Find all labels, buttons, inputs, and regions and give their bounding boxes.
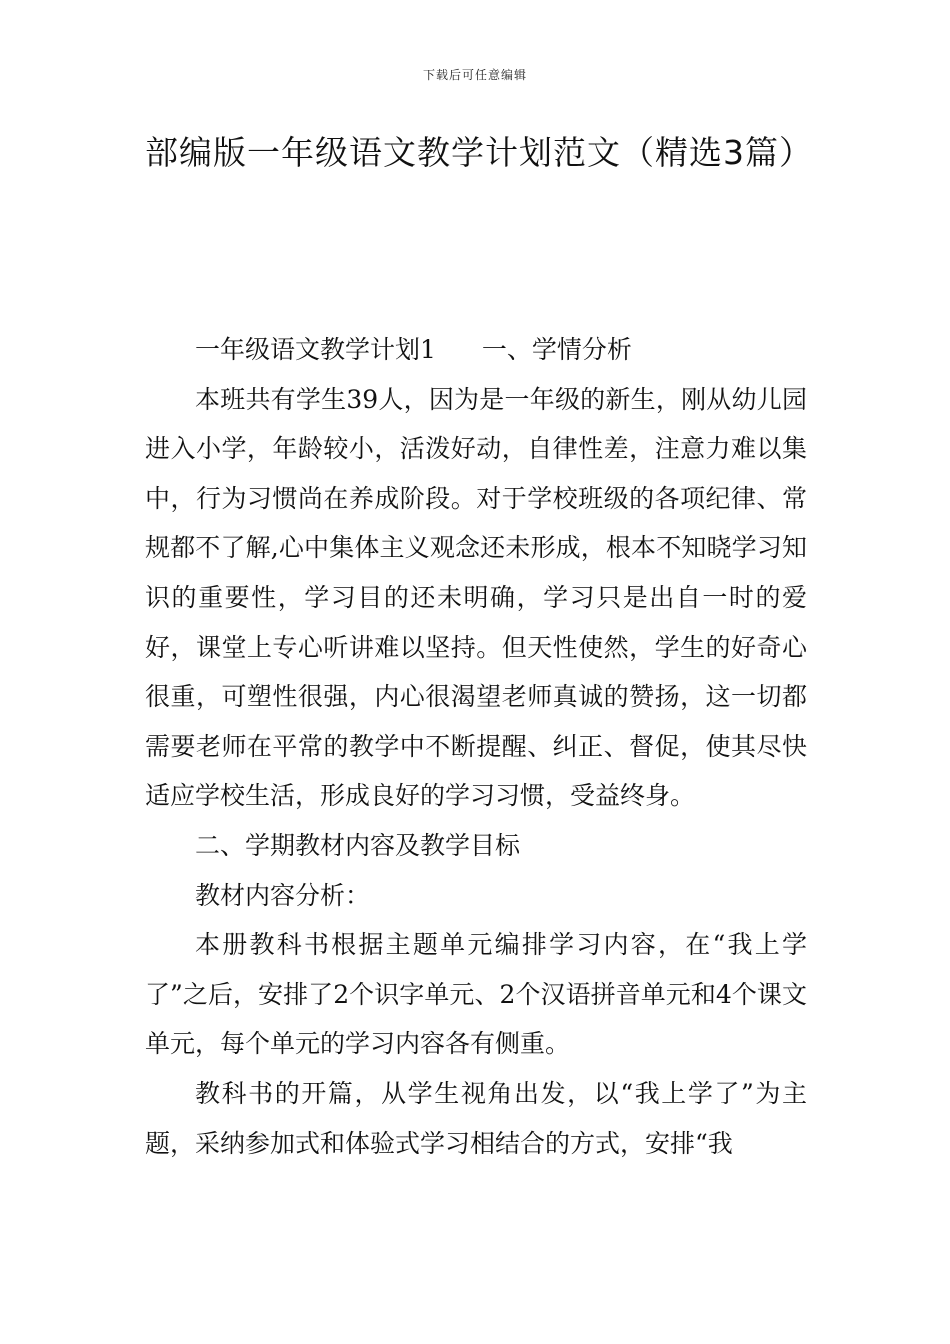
paragraph-learning-analysis: 本班共有学生39人，因为是一年级的新生，刚从幼儿园进入小学，年龄较小，活泼好动，自律性差，注意力难以集中，行为习惯尚在养成阶段。对于学校班级的各项纪律、常规都不了解,心中集体主义观念还未形成，根本不知晓学习知识的重要性，学习目的还未明确，学习只是出自一时的爱好，课堂上专心听讲难以坚持。但天性使然，学生的好奇心很重，可塑性很强，内心很渴望老师真诚的赞扬，这一切都需要老师在平常的教学中不断提醒、纠正、督促，使其尽快适应学校生活，形成良好的学习习惯，受益终身。 xyxy=(145,384,807,811)
section1-heading: 一、学情分析 xyxy=(481,335,632,364)
section2-heading: 二、学期教材内容及教学目标 xyxy=(195,830,521,860)
plan-heading-line xyxy=(145,325,807,375)
header-note: 下载后可任意编辑 xyxy=(422,68,527,82)
textbook-analysis-label: 教材内容分析： xyxy=(195,880,371,910)
document-title: 部编版一年级语文教学计划范文（精选3篇） xyxy=(145,133,813,172)
paragraph-textbook-units: 本册教科书根据主题单元编排学习内容，在“我上学了”之后，安排了2个识字单元、2个汉语拼音单元和4个课文单元，每个单元的学习内容各有侧重。 xyxy=(145,930,807,1059)
document-body xyxy=(145,325,807,1168)
plan-heading: 一年级语文教学计划1 xyxy=(195,335,436,364)
paragraph-textbook-opening: 教科书的开篇，从学生视角出发，以“我上学了”为主题，采纳参加式和体验式学习相结合的方式，安排“我 xyxy=(145,1078,807,1158)
